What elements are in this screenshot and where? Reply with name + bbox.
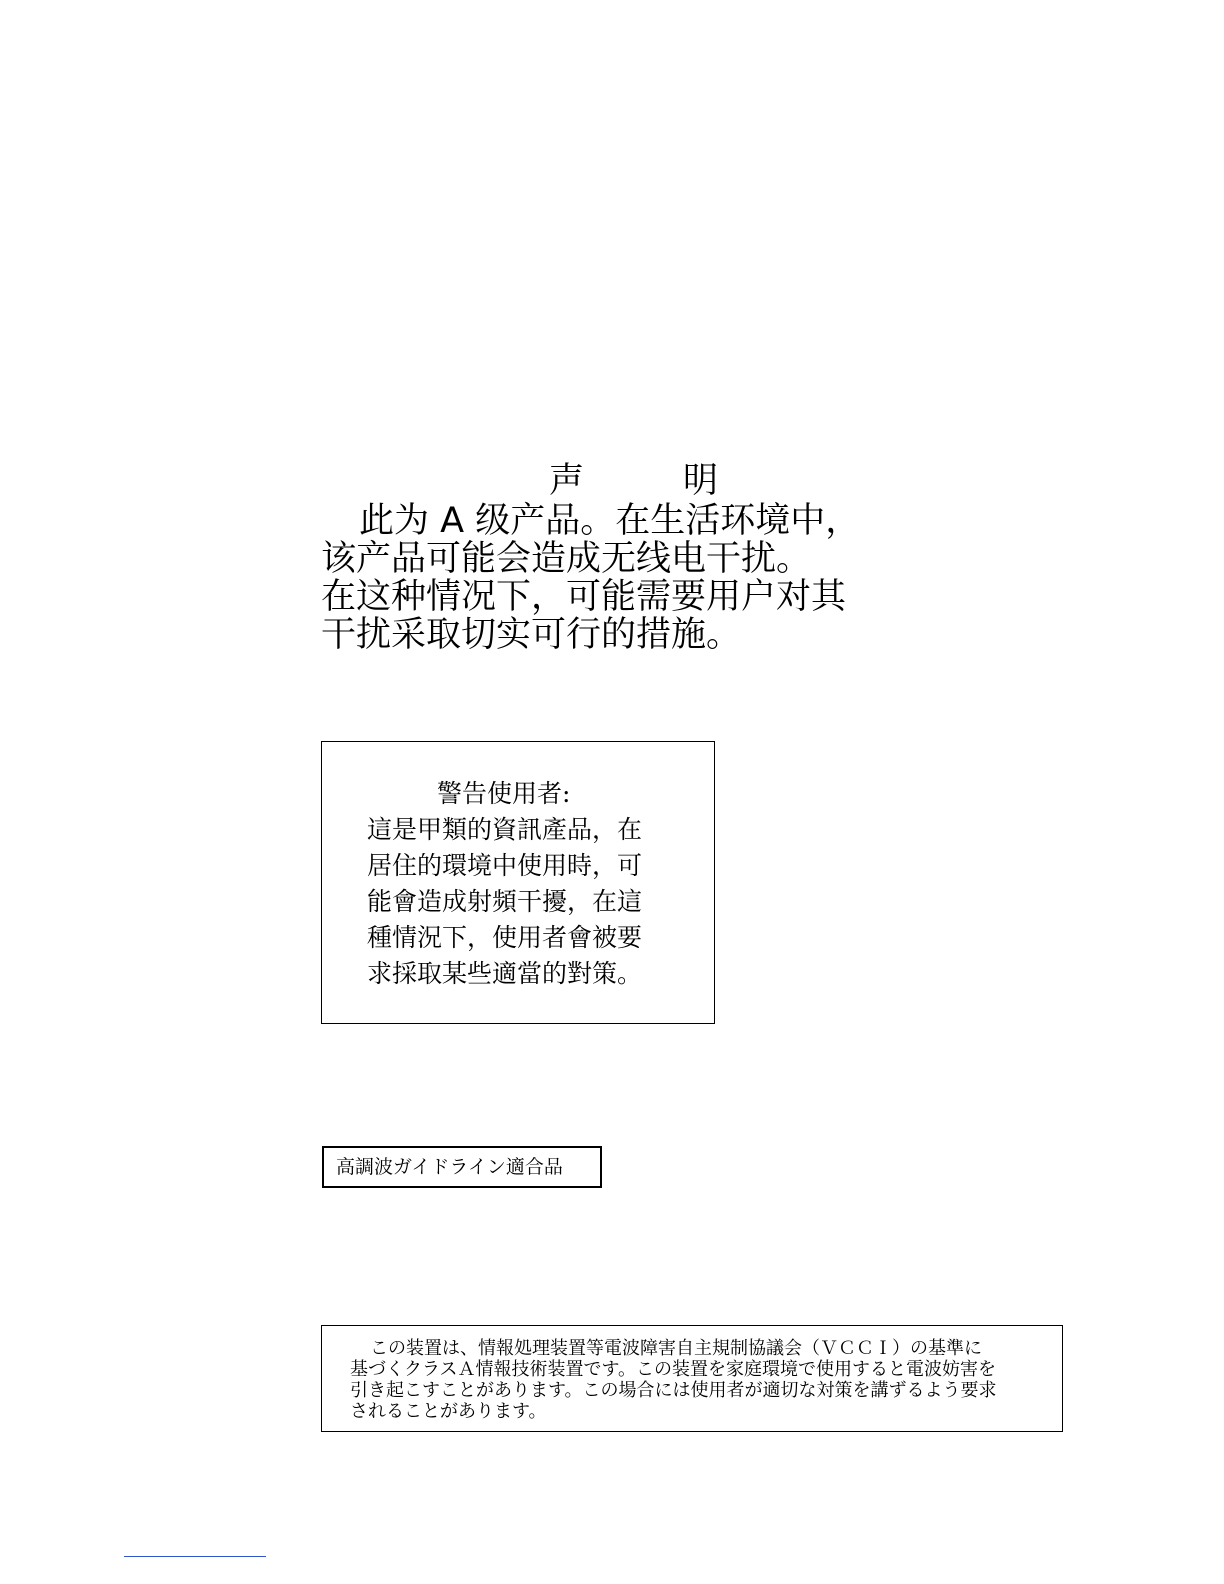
- vcci-notice-box: [321, 1325, 1063, 1432]
- vcci-notice-line: 引き起こすことがあります。この場合には使用者が適切な対策を講ずるよう要求: [350, 1380, 997, 1401]
- footnote-rule: [124, 1556, 266, 1557]
- tw-warning-line: 這是甲類的資訊產品，在: [367, 815, 643, 844]
- cn-notice-title: [321, 462, 911, 502]
- cn-title-char-2: 明: [683, 461, 719, 501]
- cn-notice-line: 该产品可能会造成无线电干扰。: [321, 539, 812, 579]
- tw-warning-box: [321, 741, 715, 1024]
- jp-harmonic-guideline-label: 高調波ガイドライン適合品: [322, 1146, 602, 1188]
- tw-warning-body: [367, 812, 687, 992]
- cn-notice-line: 此为 A 级产品。在生活环境中，: [359, 501, 861, 541]
- tw-warning-line: 能會造成射頻干擾，在這: [367, 887, 643, 916]
- tw-warning-line: 求採取某些適當的對策。: [367, 959, 643, 988]
- cn-class-a-notice: [321, 462, 911, 654]
- cn-title-char-1: 声: [549, 461, 585, 501]
- vcci-notice-line: この装置は、情報処理装置等電波障害自主規制協議会（ＶＣＣＩ）の基準に: [370, 1338, 982, 1359]
- vcci-notice-line: されることがあります。: [350, 1401, 547, 1422]
- cn-notice-line: 在这种情况下，可能需要用户对其: [321, 577, 847, 617]
- vcci-notice-line: 基づくクラスＡ情報技術装置です。この装置を家庭環境で使用すると電波妨害を: [350, 1359, 997, 1380]
- tw-warning-line: 種情況下，使用者會被要: [367, 923, 643, 952]
- tw-warning-heading: 警告使用者:: [437, 779, 571, 808]
- cn-notice-line: 干扰采取切实可行的措施。: [321, 615, 742, 655]
- tw-warning-line: 居住的環境中使用時，可: [367, 851, 643, 880]
